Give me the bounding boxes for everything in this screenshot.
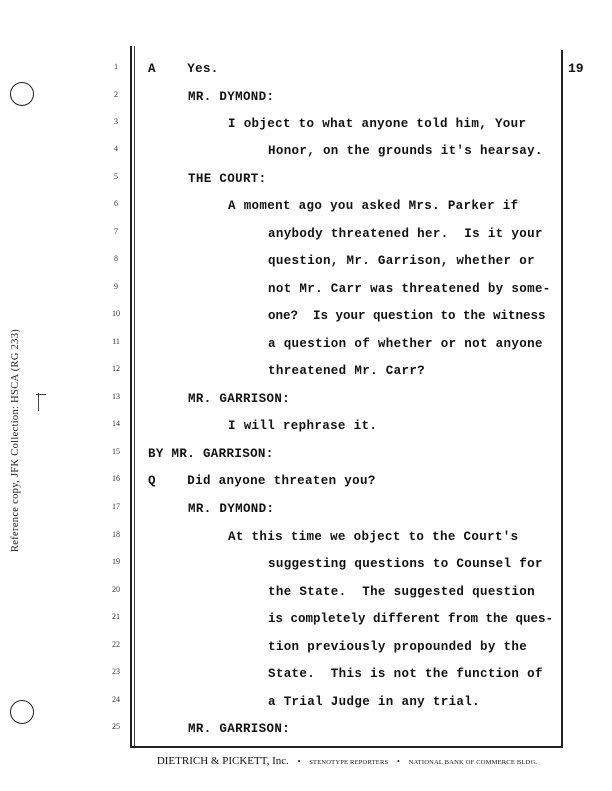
line-number: 5	[114, 172, 118, 181]
line-number: 15	[112, 447, 120, 456]
line-number: 16	[112, 474, 120, 483]
transcript-line: threatened Mr. Carr?	[268, 364, 426, 378]
transcript-line: one? Is your question to the witness	[268, 309, 546, 323]
transcript-line: Honor, on the grounds it's hearsay.	[268, 144, 543, 158]
line-number: 22	[112, 640, 120, 649]
line-number: 2	[114, 90, 118, 99]
footer-separator: •	[297, 757, 301, 766]
transcript-line: Q Did anyone threaten you?	[148, 474, 376, 488]
transcript-line: question, Mr. Garrison, whether or	[268, 254, 535, 268]
footer-address: NATIONAL BANK OF COMMERCE BLDG.	[408, 759, 538, 766]
transcript-line: THE COURT:	[188, 172, 267, 186]
transcript-line: MR. DYMOND:	[188, 502, 275, 516]
line-number: 1	[114, 62, 118, 71]
transcript-line: a question of whether or not anyone	[268, 337, 543, 351]
transcript-line: A moment ago you asked Mrs. Parker if	[228, 199, 519, 213]
line-number: 19	[112, 557, 120, 566]
margin-rule-right	[561, 50, 563, 748]
footer-separator: •	[397, 757, 400, 766]
transcript-line: is completely different from the ques-	[268, 612, 554, 626]
transcript-line: I object to what anyone told him, Your	[228, 117, 527, 131]
margin-rule-left-inner	[134, 46, 135, 748]
page-number: 19	[568, 61, 584, 76]
transcript-line: MR. GARRISON:	[188, 392, 291, 406]
transcript-line: a Trial Judge in any trial.	[268, 695, 480, 709]
line-number: 17	[112, 502, 120, 511]
margin-rule-left	[130, 46, 132, 748]
line-number: 10	[112, 309, 120, 318]
transcript-line: A Yes.	[148, 62, 219, 76]
line-number: 11	[112, 337, 120, 346]
footer-firm: DIETRICH & PICKETT, Inc.	[156, 755, 289, 767]
punch-hole-top	[10, 82, 34, 106]
transcript-line: tion previously propounded by the	[268, 640, 528, 654]
line-number: 12	[112, 364, 120, 373]
line-number: 24	[112, 695, 120, 704]
transcript-line: anybody threatened her. Is it your	[268, 227, 543, 241]
line-number: 3	[114, 117, 118, 126]
reporter-footer	[132, 755, 562, 767]
line-number: 6	[114, 199, 118, 208]
line-number: 21	[112, 612, 120, 621]
transcript-line: the State. The suggested question	[268, 585, 535, 599]
transcript-line: MR. DYMOND:	[188, 90, 275, 104]
transcript-line: At this time we object to the Court's	[228, 530, 519, 544]
transcript-line: State. This is not the function of	[268, 667, 543, 681]
transcript-line: suggesting questions to Counsel for	[268, 557, 543, 571]
line-number: 4	[114, 144, 118, 153]
line-number: 8	[114, 254, 118, 263]
page-mark	[38, 393, 39, 411]
transcript-line: BY MR. GARRISON:	[148, 447, 274, 461]
footer-service: STENOTYPE REPORTERS	[309, 759, 389, 766]
transcript-line: MR. GARRISON:	[188, 722, 291, 736]
line-number: 23	[112, 667, 120, 676]
line-number: 14	[112, 419, 120, 428]
line-number: 20	[112, 585, 120, 594]
margin-rule-bottom	[130, 746, 563, 748]
line-number: 9	[114, 282, 118, 291]
line-number: 13	[112, 392, 120, 401]
line-number: 25	[112, 722, 120, 731]
transcript-line: I will rephrase it.	[228, 419, 378, 433]
transcript-line: not Mr. Carr was threatened by some-	[268, 282, 551, 296]
line-number: 7	[114, 227, 118, 236]
punch-hole-bottom	[10, 700, 34, 724]
line-number: 18	[112, 530, 120, 539]
reference-side-note: Reference copy, JFK Collection: HSCA (RG 233)	[10, 328, 21, 552]
